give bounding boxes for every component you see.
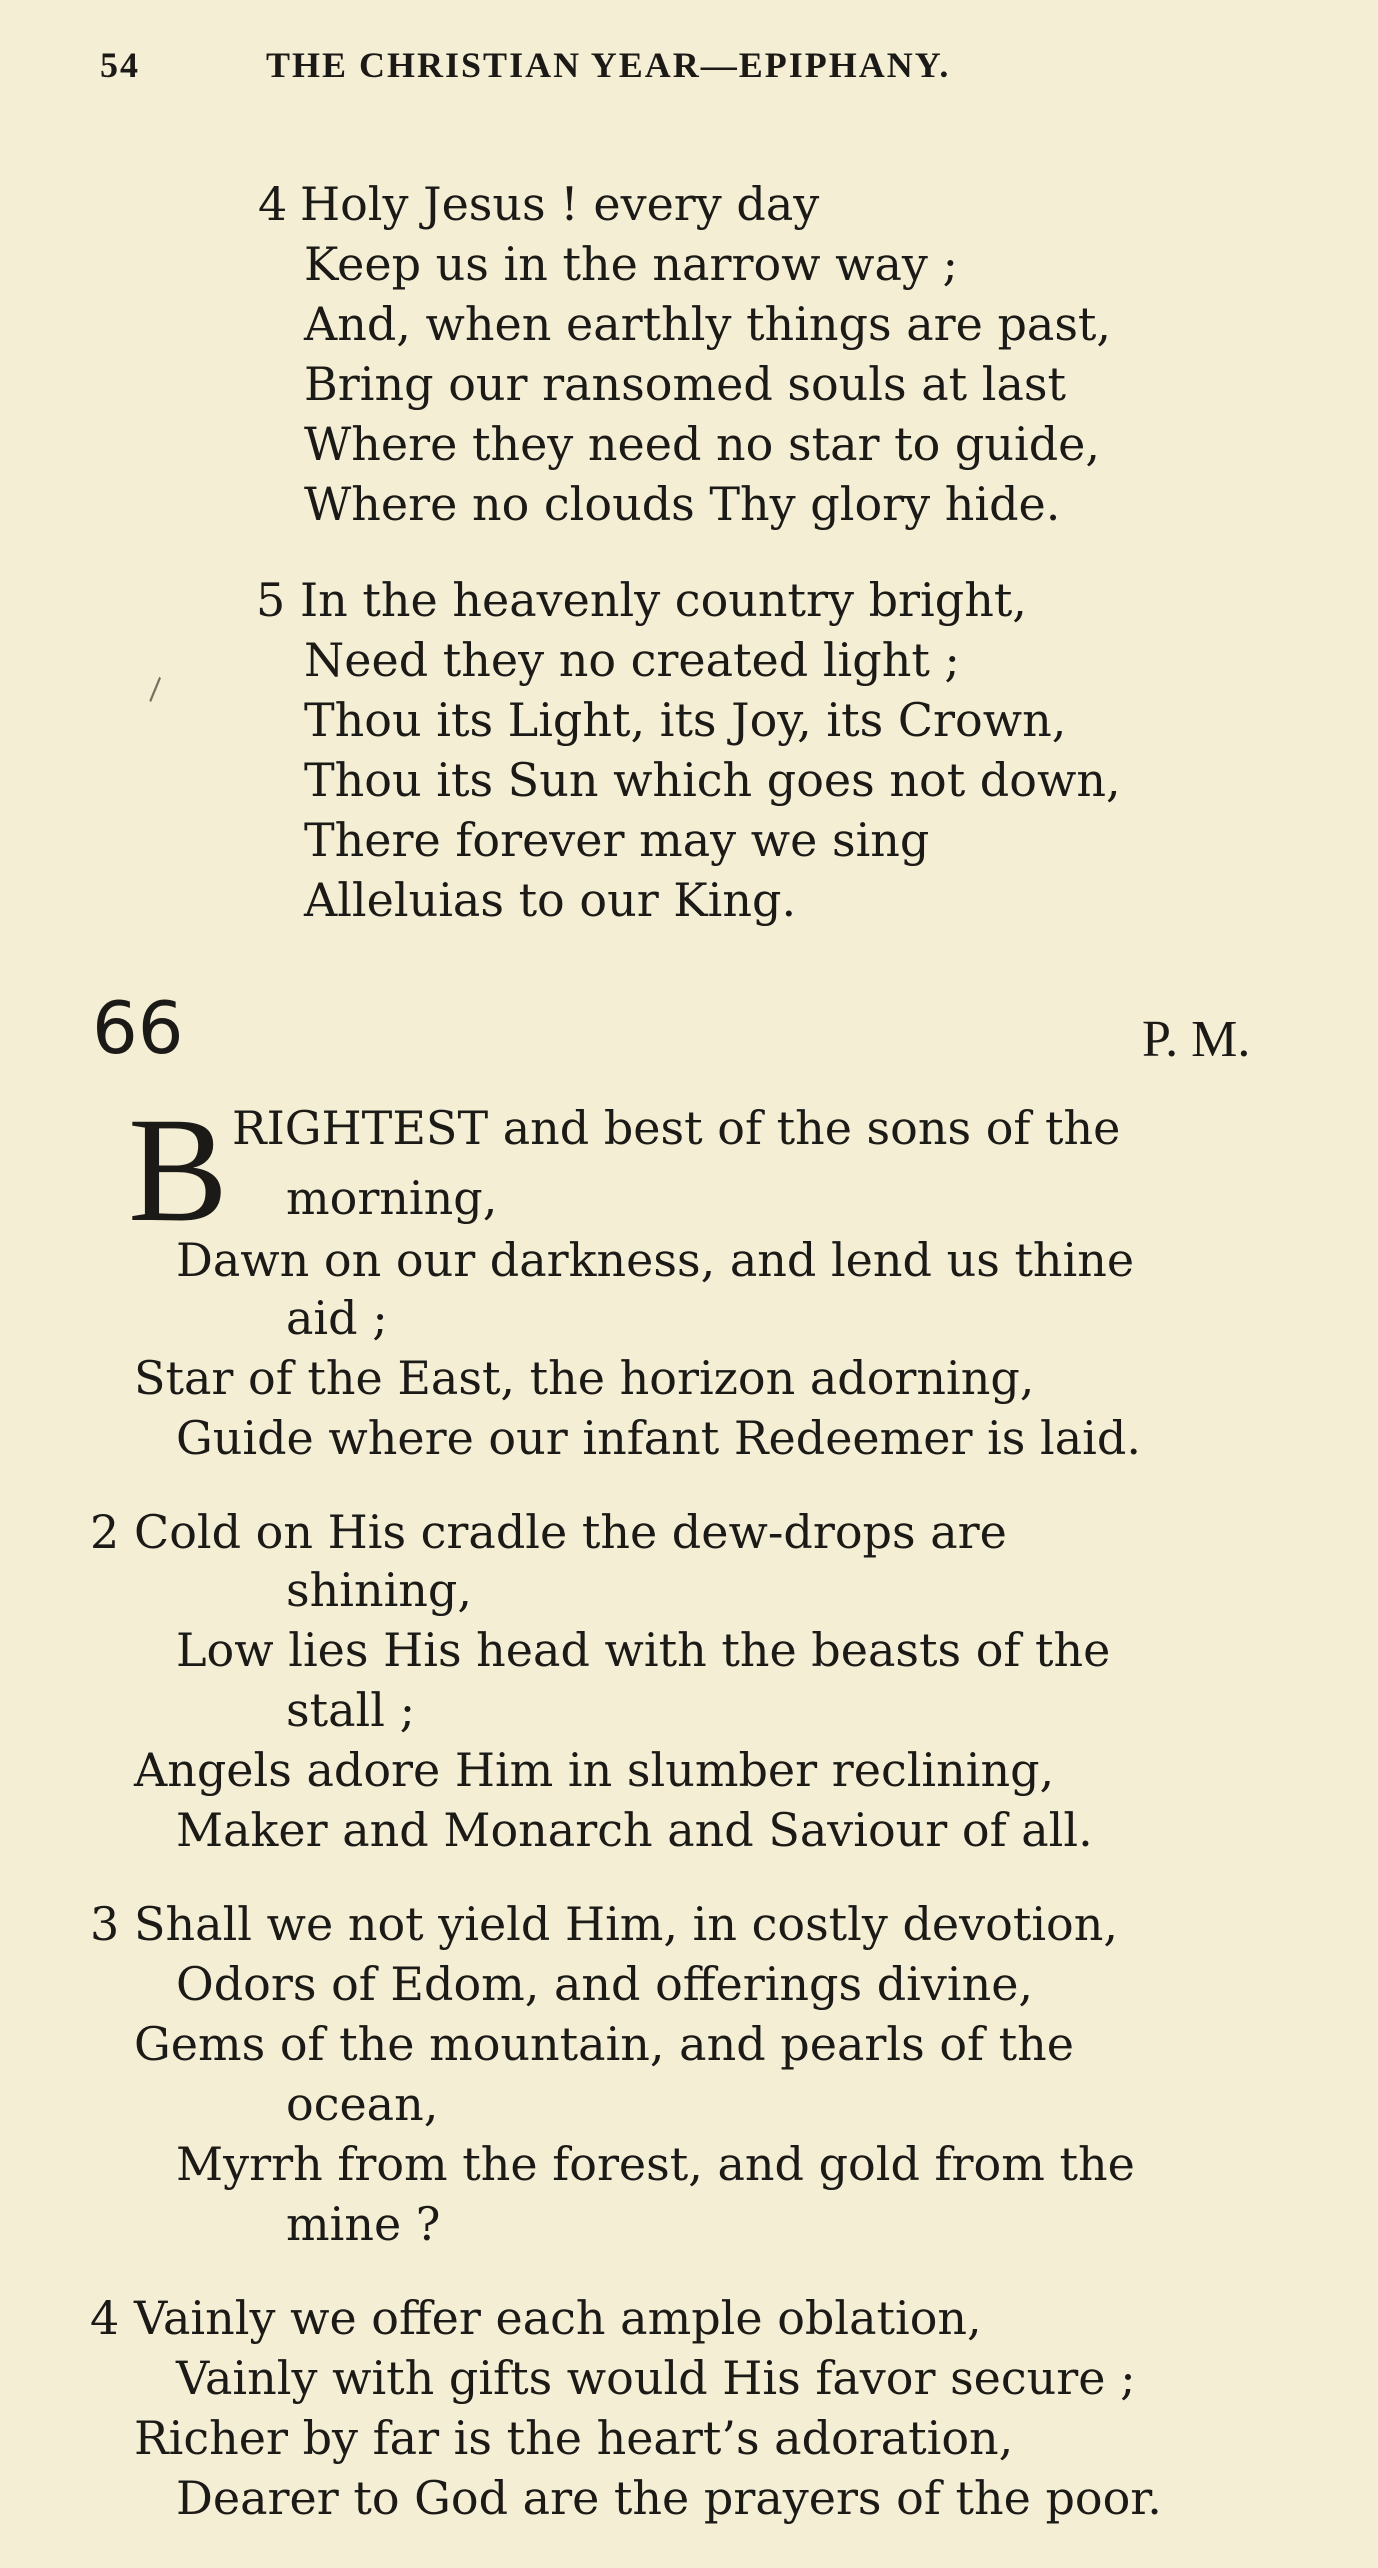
verse-line: Low lies His head with the beasts of the xyxy=(176,1623,1111,1677)
verse-line: Odors of Edom, and offerings divine, xyxy=(176,1957,1034,2011)
verse-line: Richer by far is the heart’s adoration, xyxy=(134,2411,1014,2465)
verse-line: And, when earthly things are past, xyxy=(304,297,1112,351)
verse-line: Where no clouds Thy glory hide. xyxy=(304,477,1061,531)
verse-line: There forever may we sing xyxy=(304,813,930,867)
verse-line: Angels adore Him in slumber reclining, xyxy=(134,1743,1055,1797)
verse-line: Where they need no star to guide, xyxy=(304,417,1100,471)
verse-line: Vainly with gifts would His favor secure ; xyxy=(176,2351,1136,2405)
verse-line: In the heavenly country bright, xyxy=(300,573,1027,627)
verse-line: shining, xyxy=(286,1563,472,1617)
verse-line: Thou its Sun which goes not down, xyxy=(304,753,1121,807)
running-title: THE CHRISTIAN YEAR—EPIPHANY. xyxy=(266,45,951,85)
stanza-number: 2 xyxy=(90,1505,120,1559)
verse-line: Star of the East, the horizon adorning, xyxy=(134,1351,1035,1405)
verse-line: Keep us in the narrow way ; xyxy=(304,237,959,291)
meter-label: P. M. xyxy=(1142,1011,1251,1068)
verse-line: Cold on His cradle the dew-drops are xyxy=(134,1505,1007,1559)
drop-cap: B xyxy=(128,1087,229,1253)
hymn-number: 66 xyxy=(92,986,184,1070)
verse-line: aid ; xyxy=(286,1291,388,1345)
stanza-number: 5 xyxy=(256,573,286,627)
verse-line: Holy Jesus ! every day xyxy=(300,177,820,231)
verse-line: Bring our ransomed souls at last xyxy=(304,357,1067,411)
verse-line: ocean, xyxy=(286,2077,439,2131)
stanza-number: 4 xyxy=(258,177,288,231)
verse-line: Guide where our infant Redeemer is laid. xyxy=(176,1411,1141,1465)
verse-line: stall ; xyxy=(286,1683,416,1737)
verse-line: Dawn on our darkness, and lend us thine xyxy=(176,1233,1135,1287)
verse-line: Maker and Monarch and Saviour of all. xyxy=(176,1803,1093,1857)
verse-line: Dearer to God are the prayers of the poor. xyxy=(176,2471,1162,2525)
verse-line: RIGHTEST and best of the sons of the xyxy=(232,1101,1121,1155)
verse-line: Vainly we offer each ample oblation, xyxy=(134,2291,982,2345)
stanza-number: 3 xyxy=(90,1897,120,1951)
ink-mark: \ xyxy=(139,672,171,707)
verse-line: morning, xyxy=(286,1171,498,1225)
verse-line: Shall we not yield Him, in costly devotion, xyxy=(134,1897,1118,1951)
verse-line: Need they no created light ; xyxy=(304,633,960,687)
verse-line: Thou its Light, its Joy, its Crown, xyxy=(304,693,1067,747)
verse-line: Gems of the mountain, and pearls of the xyxy=(134,2017,1074,2071)
page-number: 54 xyxy=(100,45,140,85)
verse-line: mine ? xyxy=(286,2197,441,2251)
page-header xyxy=(100,44,1300,94)
verse-line: Myrrh from the forest, and gold from the xyxy=(176,2137,1135,2191)
stanza-number: 4 xyxy=(90,2291,120,2345)
verse-line: Alleluias to our King. xyxy=(304,873,797,927)
